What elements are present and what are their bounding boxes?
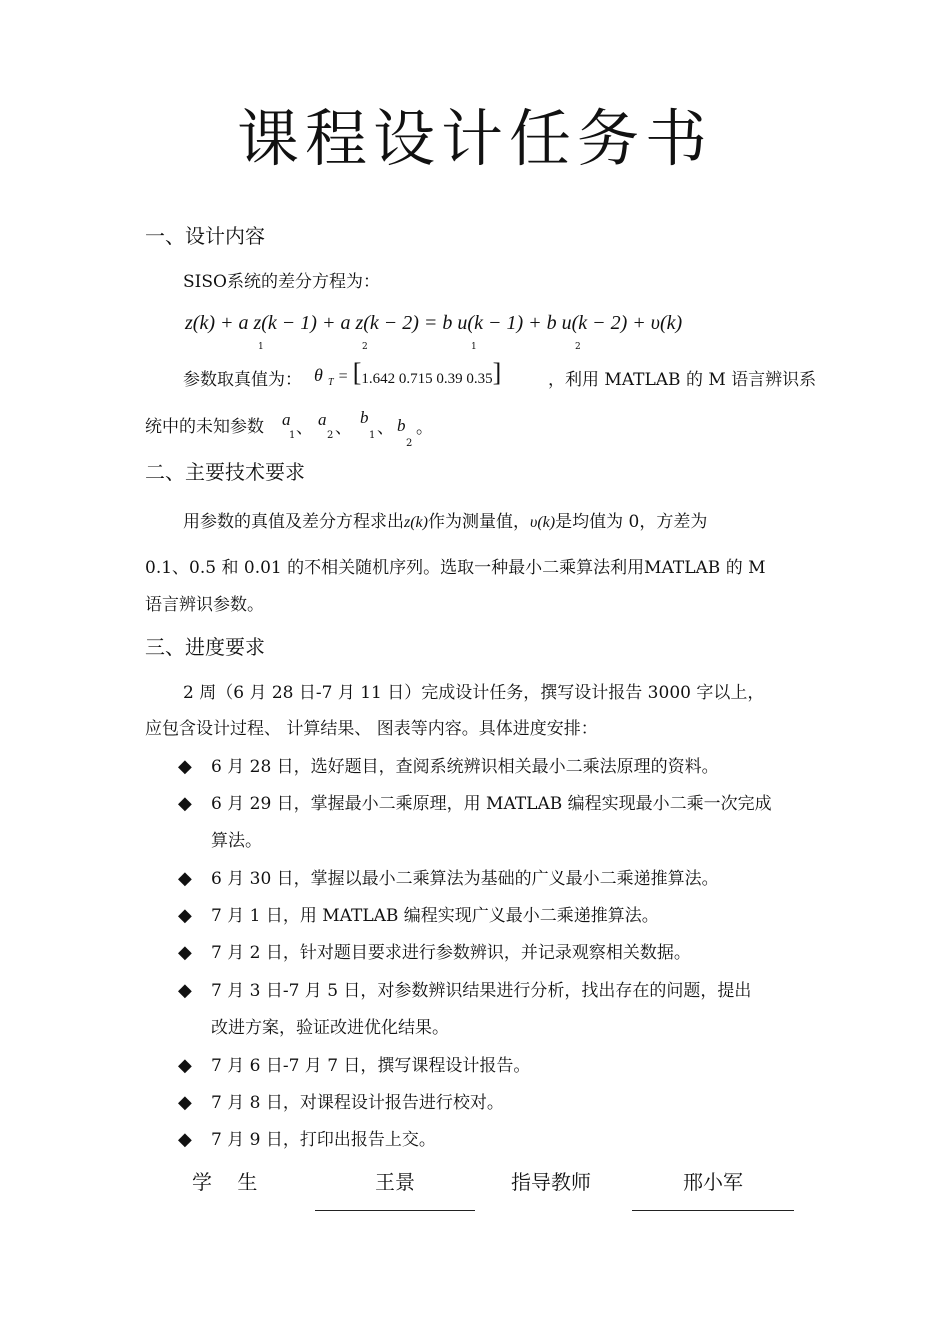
schedule-line-2: 应包含设计过程、 计算结果、 图表等内容。具体进度安排： (145, 719, 598, 739)
requirements-text-b: 作为测量值， (427, 512, 530, 532)
schedule-item: 7 月 9 日，打印出报告上交。 (211, 1130, 436, 1150)
bullet-diamond-icon: ◆ (178, 1129, 192, 1150)
symbol-a2: a (318, 410, 327, 429)
schedule-line-1: 2 周（6 月 28 日-7 月 11 日）完成设计任务，撰写设计报告 3000 字以上， (183, 683, 765, 703)
schedule-item-continuation: 算法。 (211, 831, 262, 851)
symbol-b1: b (360, 408, 369, 427)
advisor-name: 邢小军 (683, 1170, 743, 1194)
section-heading-schedule: 三、进度要求 (145, 635, 265, 659)
bullet-diamond-icon: ◆ (178, 756, 192, 777)
bracket-right: ] (492, 358, 502, 387)
student-signature-line (315, 1210, 475, 1211)
requirements-line-2: 0.1、0.5 和 0.01 的不相关随机序列。选取一种最小二乘算法利用MATLAB 的 M (145, 558, 766, 578)
bracket-left: [ (352, 358, 362, 387)
advisor-signature-line (632, 1210, 794, 1211)
student-label: 学 生 (192, 1170, 258, 1194)
bullet-diamond-icon: ◆ (178, 868, 192, 889)
bullet-diamond-icon: ◆ (178, 905, 192, 926)
section-heading-tech-requirements: 二、主要技术要求 (145, 460, 305, 484)
schedule-item: 7 月 2 日，针对题目要求进行参数辨识，并记录观察相关数据。 (211, 943, 691, 963)
schedule-item: 7 月 3 日-7 月 5 日，对参数辨识结果进行分析，找出存在的问题，提出 (211, 981, 752, 1001)
separator-2: 、 (335, 418, 352, 438)
theta-transpose: T (327, 377, 334, 388)
symbol-b2: b (397, 416, 406, 435)
requirements-text-a: 用参数的真值及差分方程求出 (183, 512, 404, 532)
student-name: 王景 (375, 1170, 415, 1194)
equation-subscript-b1: 1 (471, 342, 477, 352)
requirements-line-1 (183, 514, 707, 531)
symbol-a1-sub: 1 (289, 430, 296, 441)
bullet-diamond-icon: ◆ (178, 793, 192, 814)
bullet-diamond-icon: ◆ (178, 1055, 192, 1076)
equation-subscript-a1: 1 (258, 342, 264, 352)
requirements-text-c: 是均值为 0，方差为 (555, 512, 708, 532)
system-intro: SISO系统的差分方程为： (183, 272, 380, 292)
bullet-diamond-icon: ◆ (178, 1092, 192, 1113)
bullet-diamond-icon: ◆ (178, 942, 192, 963)
theta-values: 1.642 0.715 0.39 0.35 (361, 371, 493, 387)
equation-subscript-a2: 2 (362, 342, 368, 352)
difference-equation (185, 312, 745, 352)
unknown-params-symbols (282, 410, 442, 450)
measured-z: z(k) (404, 514, 428, 531)
param-tail: ，利用 MATLAB 的 M 语言辨识系 (548, 370, 817, 390)
schedule-item: 6 月 29 日，掌握最小二乘原理，用 MATLAB 编程实现最小二乘一次完成 (211, 794, 772, 814)
schedule-item: 6 月 30 日，掌握以最小二乘算法为基础的广义最小二乘递推算法。 (211, 869, 719, 889)
noise-v: υ(k) (529, 514, 556, 531)
section-heading-design-content: 一、设计内容 (145, 224, 265, 248)
symbol-a2-sub: 2 (327, 430, 334, 441)
separator-3: 、 (377, 418, 394, 438)
requirements-line-3: 语言辨识参数。 (145, 595, 264, 615)
schedule-item: 7 月 1 日，用 MATLAB 编程实现广义最小二乘递推算法。 (211, 906, 659, 926)
equation-subscript-b2: 2 (575, 342, 581, 352)
equation-text: z(k) + a z(k − 1) + a z(k − 2) = b u(k − 1) + b u(k − 2) + υ(k) (185, 312, 683, 334)
schedule-item: 7 月 6 日-7 月 7 日，撰写课程设计报告。 (211, 1056, 531, 1076)
symbol-b1-sub: 1 (369, 430, 376, 441)
page-title: 课程设计任务书 (236, 102, 713, 175)
separator-1: 、 (296, 418, 313, 438)
schedule-item: 7 月 8 日，对课程设计报告进行校对。 (211, 1093, 504, 1113)
advisor-label: 指导教师 (511, 1170, 591, 1194)
param-label: 参数取真值为： (183, 370, 302, 390)
symbol-b2-sub: 2 (406, 438, 413, 449)
bullet-diamond-icon: ◆ (178, 980, 192, 1001)
theta-symbol: θ (314, 365, 323, 385)
theta-equals: = (338, 368, 348, 385)
symbol-a1: a (282, 410, 291, 429)
schedule-item: 6 月 28 日，选好题目，查阅系统辨识相关最小二乘法原理的资料。 (211, 757, 719, 777)
unknown-params-line: 统中的未知参数 (145, 417, 264, 437)
sentence-end: 。 (416, 418, 433, 438)
schedule-item-continuation: 改进方案，验证改进优化结果。 (211, 1018, 449, 1038)
theta-vector (314, 358, 554, 388)
